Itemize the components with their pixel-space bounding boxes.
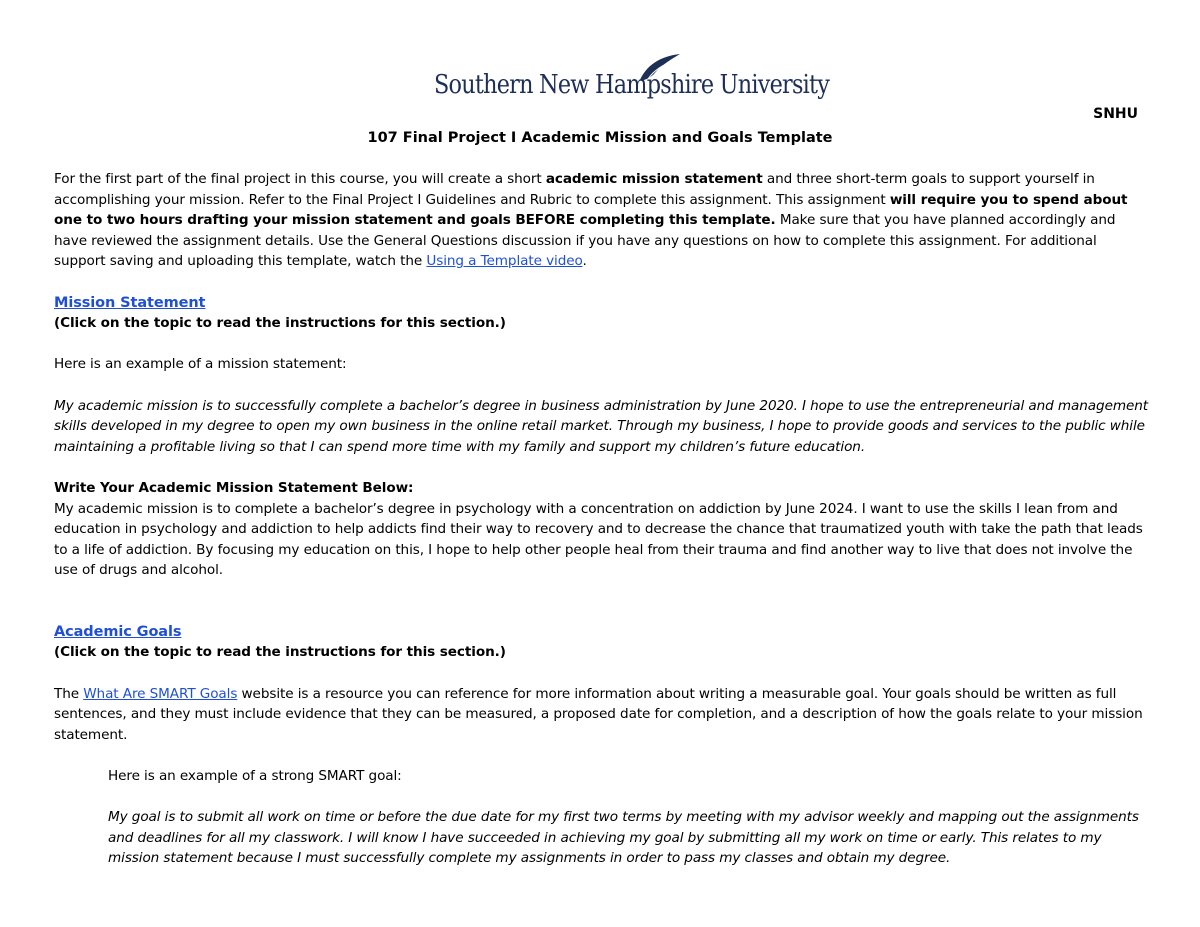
logo-wordmark: Southern New Hampshire University [434,70,830,100]
write-mission-label: Write Your Academic Mission Statement Below: [54,479,414,496]
goals-instructions: (Click on the topic to read the instructions for this section.) [54,644,506,661]
institution-label: SNHU [1093,106,1138,122]
document-body [54,169,1149,869]
document-title: 107 Final Project I Academic Mission and Goals Template [367,130,833,146]
smart-goals-paragraph: The What Are SMART Goals website is a resource you can reference for more information about writing a measurable goal. Your goals should be written as full sentences, and they must include evidence that they can be measured, a proposed date for completion, and a description of how the goals relate to your mission statement. [54,685,1143,743]
intro-paragraph: For the first part of the final project in this course, you will create a short academic mission statement and three short-term goals to support yourself in accomplishing your mission. Refer to the Final Project I Guidelines and Rubric to complete this assignment. This assignment will require you to spend about one to two hours drafting your mission statement and goals BEFORE completing this template. Make sure that you have planned accordingly and have reviewed the assignment details. Use the General Questions discussion if you have any questions on how to complete this assignment. For additional support saving and uploading this template, watch the Using a Template video. [54,171,1128,270]
academic-goals-heading-link[interactable]: Academic Goals [54,623,182,640]
university-logo [434,52,830,107]
mission-example-text: My academic mission is to successfully complete a bachelor’s degree in business administration by June 2020. I hope to use the entrepreneurial and management skills developed in my degree to open my own business in the online retail market. Through my business, I hope to provide goods and services to the public while maintaining a profitable living so that I can spend more time with my family and support my children’s future education. [54,397,1148,455]
student-mission-statement[interactable]: My academic mission is to complete a bachelor’s degree in psychology with a concentration on addiction by June 2024. I want to use the skills I lean from and education in psychology and addiction to help addicts find their way to recovery and to decrease the chance that traumatized youth with take the path that leads to a life of addiction. By focusing my education on this, I hope to help other people heal from their trauma and find another way to live that does not involve the use of drugs and alcohol. [54,500,1143,579]
smart-goal-example-intro: Here is an example of a strong SMART goal: [108,768,402,785]
mission-statement-heading-link[interactable]: Mission Statement [54,294,206,311]
mission-example-intro: Here is an example of a mission statement: [54,356,347,373]
smart-goals-link[interactable]: What Are SMART Goals [83,685,238,702]
smart-goal-example-text: My goal is to submit all work on time or before the due date for my first two terms by meeting with my advisor weekly and mapping out the assignments and deadlines for all my classwork. I will know I have succeeded in achieving my goal by submitting all my work on time or early. This relates to my mission statement because I must successfully complete my assignments in order to pass my classes and obtain my degree. [108,809,1139,867]
template-video-link[interactable]: Using a Template video [426,253,583,270]
mission-instructions: (Click on the topic to read the instructions for this section.) [54,315,506,332]
